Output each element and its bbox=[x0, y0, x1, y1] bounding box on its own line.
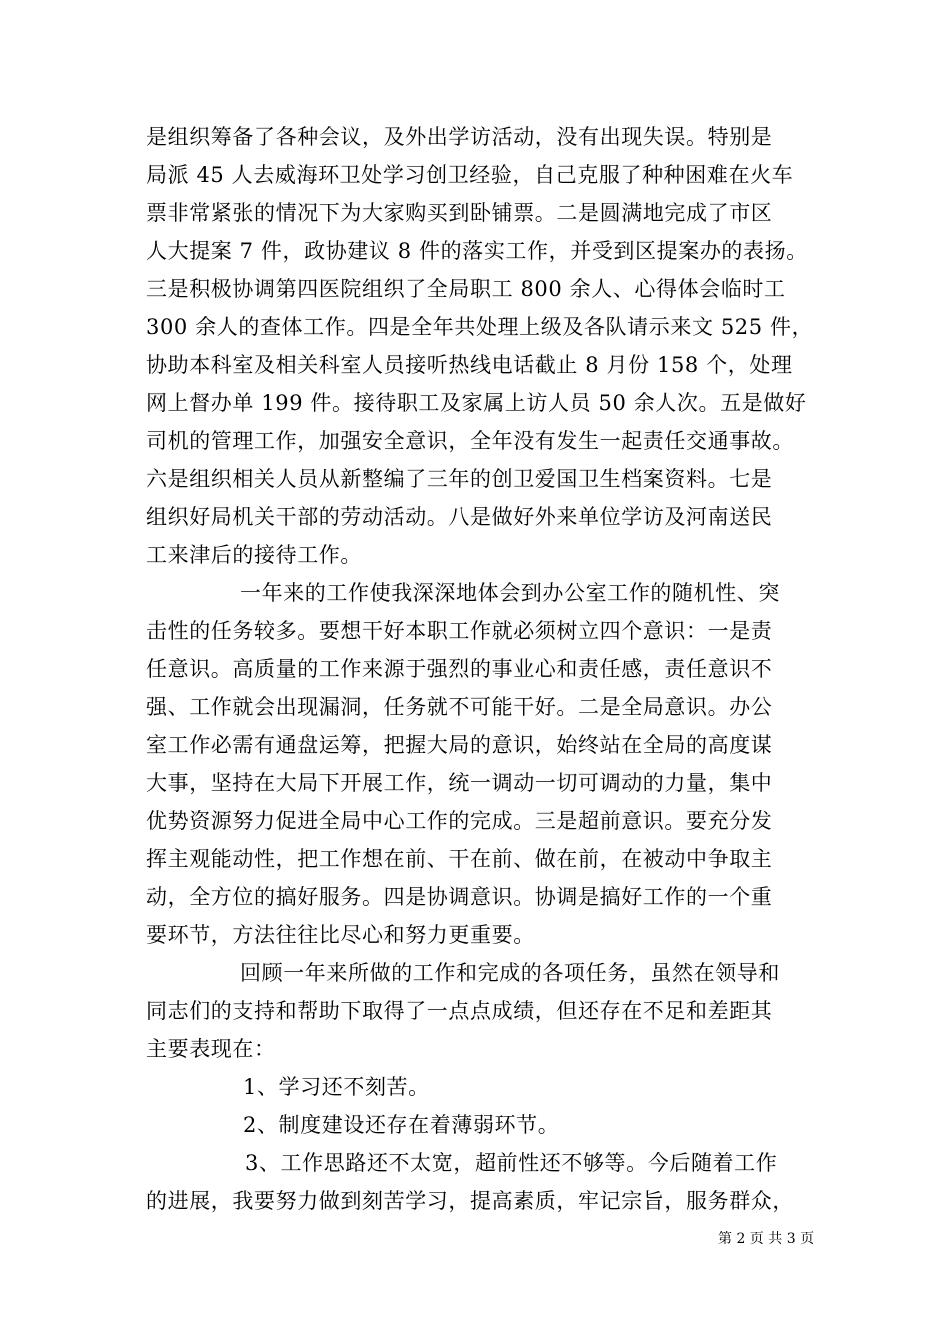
text-line: 同志们的支持和帮助下取得了一点点成绩，但还存在不足和差距其 bbox=[146, 999, 773, 1023]
text-line: 任意识。高质量的工作来源于强烈的事业心和责任感，责任意识不 bbox=[146, 657, 773, 681]
text-line: 大事，坚持在大局下开展工作，统一调动一切可调动的力量，集中 bbox=[146, 771, 773, 795]
list-item: 1、学习还不刻苦。 bbox=[243, 1075, 430, 1099]
text-line: 司机的管理工作，加强安全意识，全年没有发生一起责任交通事故。 bbox=[146, 429, 794, 453]
page-number-footer: 第 2 页 共 3 页 bbox=[718, 1231, 815, 1247]
text-line: 动，全方位的搞好服务。四是协调意识。协调是搞好工作的一个重 bbox=[146, 885, 773, 909]
text-line: 人大提案 7 件，政协建议 8 件的落实工作，并受到区提案办的表扬。 bbox=[146, 239, 808, 263]
paragraph-indent-line: 回顾一年来所做的工作和完成的各项任务，虽然在领导和 bbox=[240, 961, 780, 985]
text-line: 的进展，我要努力做到刻苦学习，提高素质，牢记宗旨，服务群众， bbox=[146, 1189, 794, 1213]
text-line: 六是组织相关人员从新整编了三年的创卫爱国卫生档案资料。七是 bbox=[146, 467, 773, 491]
list-item: 3、工作思路还不太宽，超前性还不够等。今后随着工作 bbox=[245, 1151, 778, 1175]
list-item: 2、制度建设还存在着薄弱环节。 bbox=[243, 1113, 560, 1137]
text-line: 挥主观能动性，把工作想在前、干在前、做在前，在被动中争取主 bbox=[146, 847, 773, 871]
text-line: 网上督办单 199 件。接待职工及家属上访人员 50 余人次。五是做好 bbox=[146, 391, 807, 415]
text-line: 要环节，方法往往比尽心和努力更重要。 bbox=[146, 923, 535, 947]
text-line: 室工作必需有通盘运筹，把握大局的意识，始终站在全局的高度谋 bbox=[146, 733, 773, 757]
text-line: 票非常紧张的情况下为大家购买到卧铺票。二是圆满地完成了市区 bbox=[146, 201, 773, 225]
text-line: 工来津后的接待工作。 bbox=[146, 543, 362, 567]
text-line: 击性的任务较多。要想干好本职工作就必须树立四个意识：一是责 bbox=[146, 619, 773, 643]
text-line: 组织好局机关干部的劳动活动。八是做好外来单位学访及河南送民 bbox=[146, 505, 773, 529]
text-line: 主要表现在： bbox=[146, 1037, 276, 1061]
text-line: 300 余人的查体工作。四是全年共处理上级及各队请示来文 525 件， bbox=[146, 315, 814, 339]
text-line: 局派 45 人去威海环卫处学习创卫经验，自己克服了种种困难在火车 bbox=[146, 163, 794, 187]
text-line: 三是积极协调第四医院组织了全局职工 800 余人、心得体会临时工 bbox=[146, 277, 786, 301]
text-line: 强、工作就会出现漏洞，任务就不可能干好。二是全局意识。办公 bbox=[146, 695, 773, 719]
text-line: 协助本科室及相关科室人员接听热线电话截止 8 月份 158 个，处理 bbox=[146, 353, 793, 377]
text-line: 优势资源努力促进全局中心工作的完成。三是超前意识。要充分发 bbox=[146, 809, 773, 833]
text-line: 是组织筹备了各种会议，及外出学访活动，没有出现失误。特别是 bbox=[146, 125, 773, 149]
paragraph-indent-line: 一年来的工作使我深深地体会到办公室工作的随机性、突 bbox=[240, 581, 780, 605]
